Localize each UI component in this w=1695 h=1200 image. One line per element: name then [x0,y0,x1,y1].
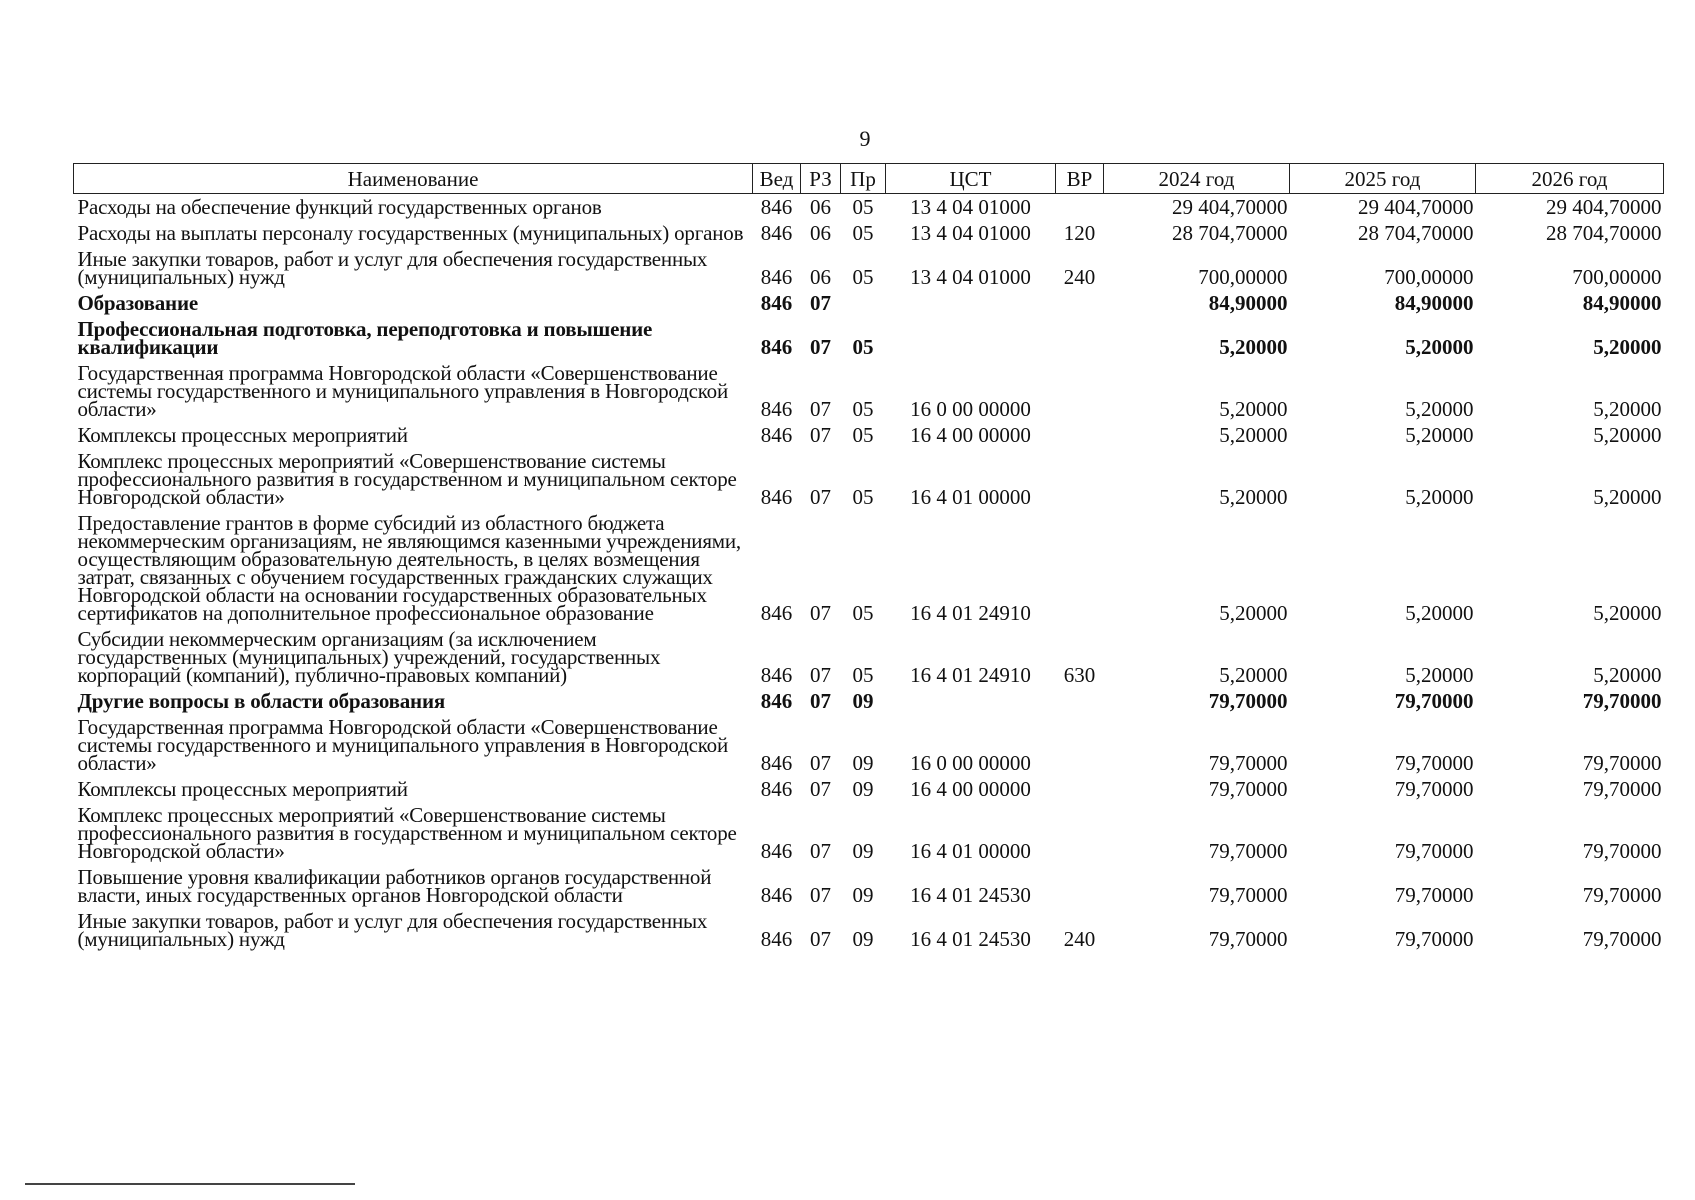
table-row [74,908,1664,952]
row-pr: 09 [852,839,874,863]
table-row [74,510,1664,626]
header-rz: РЗ [801,164,841,194]
row-name: Профессиональная подготовка, переподготовка и повышение квалификации [77,317,653,359]
row-ved: 846 [760,485,793,509]
row-pr: 05 [852,397,874,421]
row-cst: 13 4 04 01000 [910,265,1031,289]
row-2026: 84,90000 [1582,291,1662,315]
row-ved: 846 [760,195,793,219]
table-row-section [74,316,1664,360]
row-2024: 5,20000 [1219,663,1288,687]
row-2025: 5,20000 [1405,423,1474,447]
row-vr [1056,510,1104,626]
row-vr: 240 [1063,265,1096,289]
row-2024: 5,20000 [1219,601,1288,625]
row-cst: 16 4 00 00000 [910,777,1031,801]
row-ved: 846 [760,397,793,421]
table-row [74,194,1664,221]
row-cst: 16 4 01 00000 [910,485,1031,509]
row-ved: 846 [760,291,793,315]
row-vr [1056,714,1104,776]
row-2025: 84,90000 [1394,291,1474,315]
row-rz: 07 [810,927,831,951]
row-rz: 07 [810,397,831,421]
row-name: Государственная программа Новгородской области «Совершенствование системы государственного и муниципального управления в Новгородской области» [77,715,728,775]
row-ved: 846 [760,663,793,687]
header-vr: ВР [1056,164,1104,194]
row-pr: 05 [852,195,874,219]
row-2024: 79,70000 [1208,883,1288,907]
row-name: Государственная программа Новгородской области «Совершенствование системы государственного и муниципального управления в Новгородской области» [77,361,728,421]
page-number: 9 [859,126,871,151]
row-rz: 07 [810,601,831,625]
row-2026: 79,70000 [1582,751,1662,775]
row-ved: 846 [760,423,793,447]
row-vr: 630 [1063,663,1096,687]
row-pr: 05 [852,663,874,687]
row-vr [1056,776,1104,802]
row-vr [1056,316,1104,360]
header-name: Наименование [74,164,753,194]
row-pr: 09 [852,777,874,801]
row-cst: 13 4 04 01000 [910,221,1031,245]
row-2026: 5,20000 [1593,601,1662,625]
row-2025: 5,20000 [1405,601,1474,625]
row-2024: 5,20000 [1219,423,1288,447]
row-cst: 16 4 01 24530 [910,927,1031,951]
header-2026: 2026 год [1476,164,1664,194]
row-pr: 05 [852,335,874,359]
row-vr [1056,688,1104,714]
row-name: Образование [77,291,198,315]
row-vr [1056,194,1104,221]
row-rz: 07 [810,291,831,315]
row-2024: 29 404,70000 [1172,195,1288,219]
row-cst: 16 4 01 24910 [910,663,1031,687]
row-name: Предоставление грантов в форме субсидий из областного бюджета некоммерческим организациям, не являющимся казенными учреждениями, осуществляющим образовательную деятельность, в целях возмещения затрат, связанных с обучением государственных гражданских служащих Новгородской области на основании государственных образовательных сертификатов на дополнительное профессиональное образование [77,511,741,625]
row-vr [1056,290,1104,316]
table-row-section [74,290,1664,316]
row-pr: 05 [852,265,874,289]
row-rz: 07 [810,689,831,713]
row-rz: 06 [810,265,831,289]
row-cst [886,290,1056,316]
table-row [74,864,1664,908]
row-vr [1056,864,1104,908]
table-row [74,422,1664,448]
row-ved: 846 [760,601,793,625]
row-vr [1056,448,1104,510]
row-2025: 79,70000 [1394,777,1474,801]
row-2026: 5,20000 [1593,335,1662,359]
row-2025: 5,20000 [1405,485,1474,509]
row-cst: 16 0 00 00000 [910,751,1031,775]
row-2026: 79,70000 [1582,689,1662,713]
table-header-row [74,164,1664,194]
row-ved: 846 [760,221,793,245]
row-name: Иные закупки товаров, работ и услуг для обеспечения государственных (муниципальных) нужд [77,247,708,289]
row-name: Расходы на обеспечение функций государственных органов [77,195,602,219]
footer-divider [25,1183,355,1185]
row-2024: 84,90000 [1208,291,1288,315]
row-2024: 700,00000 [1198,265,1288,289]
row-ved: 846 [760,335,793,359]
header-pr: Пр [841,164,886,194]
row-rz: 07 [810,839,831,863]
row-cst: 16 0 00 00000 [910,397,1031,421]
row-2025: 79,70000 [1394,927,1474,951]
row-vr [1056,360,1104,422]
row-2026: 79,70000 [1582,883,1662,907]
row-2024: 28 704,70000 [1172,221,1288,245]
row-2025: 5,20000 [1405,335,1474,359]
table-row [74,360,1664,422]
row-2026: 29 404,70000 [1546,195,1662,219]
table-row [74,448,1664,510]
row-2025: 700,00000 [1384,265,1474,289]
row-2026: 5,20000 [1593,423,1662,447]
row-2026: 79,70000 [1582,839,1662,863]
row-name: Субсидии некоммерческим организациям (за исключением государственных (муниципальных) учреждений, государственных корпораций (компаний), публично-правовых компаний) [77,627,661,687]
row-pr: 09 [852,927,874,951]
table-row [74,776,1664,802]
row-2026: 5,20000 [1593,397,1662,421]
row-cst: 16 4 00 00000 [910,423,1031,447]
row-2026: 79,70000 [1582,777,1662,801]
row-2024: 79,70000 [1208,839,1288,863]
row-2026: 700,00000 [1572,265,1662,289]
row-vr [1056,422,1104,448]
header-cst: ЦСТ [886,164,1056,194]
row-2024: 79,70000 [1208,777,1288,801]
row-name: Комплексы процессных мероприятий [77,777,408,801]
row-2024: 79,70000 [1208,689,1288,713]
row-rz: 07 [810,883,831,907]
row-ved: 846 [760,839,793,863]
header-2024: 2024 год [1104,164,1290,194]
table-row [74,714,1664,776]
row-ved: 846 [760,883,793,907]
table-row [74,220,1664,246]
row-name: Иные закупки товаров, работ и услуг для обеспечения государственных (муниципальных) нужд [77,909,708,951]
row-2024: 5,20000 [1219,397,1288,421]
row-ved: 846 [760,777,793,801]
row-2025: 79,70000 [1394,839,1474,863]
row-2024: 79,70000 [1208,927,1288,951]
row-rz: 07 [810,751,831,775]
row-rz: 07 [810,663,831,687]
row-2025: 29 404,70000 [1358,195,1474,219]
row-name: Комплексы процессных мероприятий [77,423,408,447]
row-2024: 79,70000 [1208,751,1288,775]
row-pr: 09 [852,883,874,907]
row-pr [841,290,886,316]
row-name: Другие вопросы в области образования [77,689,446,713]
row-rz: 06 [810,221,831,245]
budget-table [73,163,1664,952]
row-cst: 13 4 04 01000 [910,195,1031,219]
row-2025: 5,20000 [1405,397,1474,421]
table-row [74,246,1664,290]
row-rz: 07 [810,335,831,359]
row-2025: 5,20000 [1405,663,1474,687]
row-cst: 16 4 01 00000 [910,839,1031,863]
row-ved: 846 [760,927,793,951]
row-vr: 240 [1063,927,1096,951]
row-cst: 16 4 01 24530 [910,883,1031,907]
row-rz: 06 [810,195,831,219]
row-pr: 05 [852,221,874,245]
row-2025: 79,70000 [1394,689,1474,713]
row-name: Комплекс процессных мероприятий «Совершенствование системы профессионального развития в государственном и муниципальном секторе Новгородской области» [77,803,737,863]
row-rz: 07 [810,485,831,509]
row-ved: 846 [760,751,793,775]
row-vr: 120 [1063,221,1096,245]
row-pr: 05 [852,485,874,509]
row-pr: 09 [852,751,874,775]
row-vr [1056,802,1104,864]
row-2025: 28 704,70000 [1358,221,1474,245]
row-rz: 07 [810,777,831,801]
row-2026: 28 704,70000 [1546,221,1662,245]
row-2026: 5,20000 [1593,485,1662,509]
row-ved: 846 [760,265,793,289]
table-row-section [74,688,1664,714]
row-2025: 79,70000 [1394,751,1474,775]
row-cst: 16 4 01 24910 [910,601,1031,625]
row-name: Комплекс процессных мероприятий «Совершенствование системы профессионального развития в государственном и муниципальном секторе Новгородской области» [77,449,737,509]
row-pr: 05 [852,423,874,447]
row-2024: 5,20000 [1219,335,1288,359]
table-row [74,802,1664,864]
row-2025: 79,70000 [1394,883,1474,907]
row-cst [886,688,1056,714]
header-ved: Вед [753,164,801,194]
row-pr: 09 [852,689,874,713]
header-2025: 2025 год [1290,164,1476,194]
row-rz: 07 [810,423,831,447]
row-name: Расходы на выплаты персоналу государственных (муниципальных) органов [77,221,744,245]
row-name: Повышение уровня квалификации работников органов государственной власти, иных государственных органов Новгородской области [77,865,712,907]
row-2026: 79,70000 [1582,927,1662,951]
row-2024: 5,20000 [1219,485,1288,509]
row-pr: 05 [852,601,874,625]
row-ved: 846 [760,689,793,713]
row-2026: 5,20000 [1593,663,1662,687]
row-cst [886,316,1056,360]
table-row [74,626,1664,688]
